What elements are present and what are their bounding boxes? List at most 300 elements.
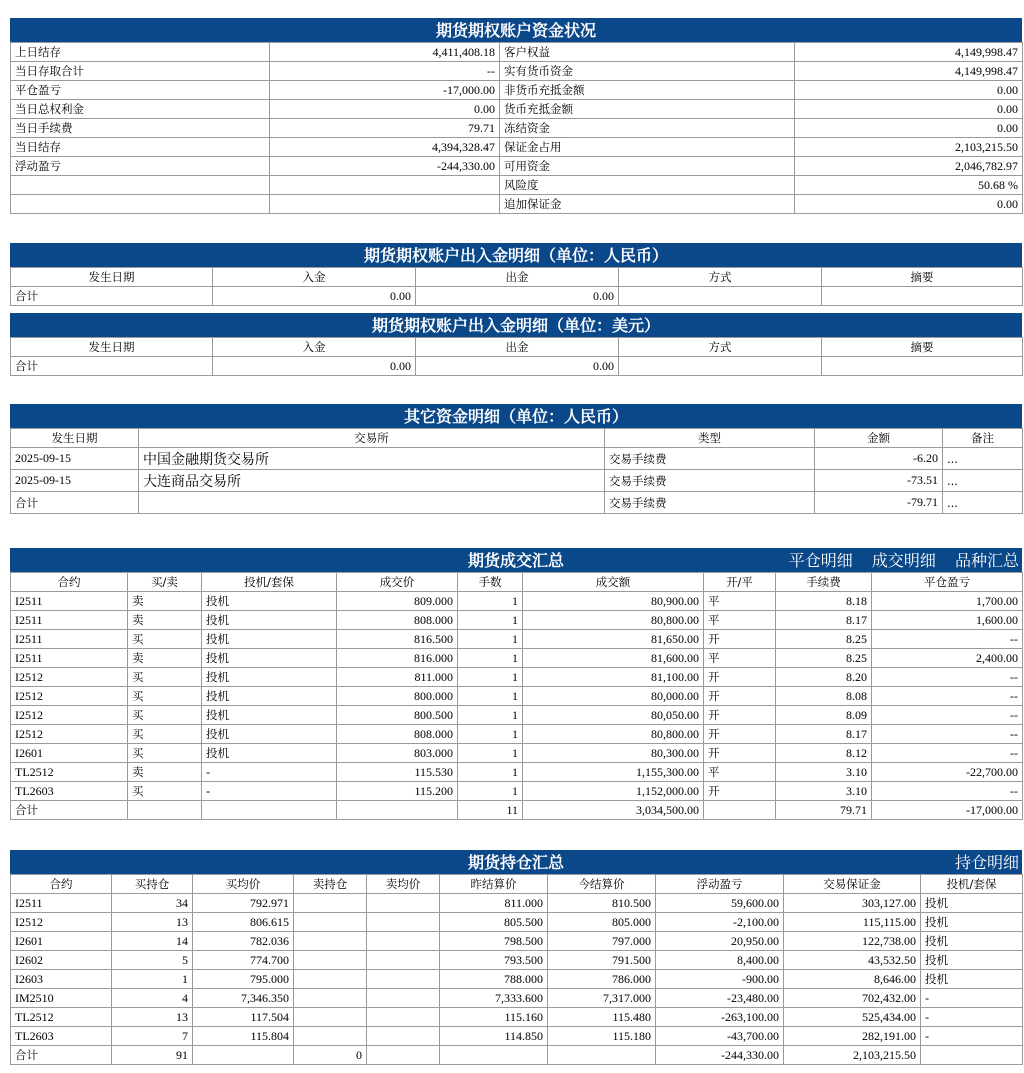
table-cell: I2511 xyxy=(11,592,128,611)
col-header: 方式 xyxy=(619,338,822,357)
table-cell: 1 xyxy=(458,782,523,801)
total-out: 0.00 xyxy=(416,357,619,376)
col-header: 类型 xyxy=(605,429,815,448)
table-cell: -- xyxy=(872,668,1023,687)
table-cell: 13 xyxy=(112,1008,193,1027)
col-header: 手数 xyxy=(458,573,523,592)
link-close-detail[interactable]: 平仓明细 xyxy=(788,551,853,570)
table-cell: 811.000 xyxy=(337,668,458,687)
table-cell: I2512 xyxy=(11,687,128,706)
table-cell: 卖 xyxy=(128,649,202,668)
trades-table xyxy=(10,572,1023,820)
positions-title: 期货持仓汇总 xyxy=(467,853,564,872)
table-cell: 797.000 xyxy=(548,932,656,951)
table-cell: 7 xyxy=(112,1027,193,1046)
row-label: 追加保证金 xyxy=(500,195,795,214)
table-cell: I2511 xyxy=(11,630,128,649)
table-cell: I2511 xyxy=(11,611,128,630)
row-value: 4,394,328.47 xyxy=(270,138,500,157)
row-label: 风险度 xyxy=(500,176,795,195)
col-header: 今结算价 xyxy=(548,875,656,894)
table-row xyxy=(11,176,1023,195)
total-cell: 合计 xyxy=(11,1046,112,1065)
col-header: 合约 xyxy=(11,875,112,894)
table-cell: 投机 xyxy=(202,725,337,744)
table-cell: -22,700.00 xyxy=(872,763,1023,782)
table-cell xyxy=(294,1008,367,1027)
table-cell: 平 xyxy=(704,592,776,611)
table-cell: 1 xyxy=(458,611,523,630)
table-cell: 平 xyxy=(704,611,776,630)
table-cell: 8,400.00 xyxy=(656,951,784,970)
total-cell xyxy=(202,801,337,820)
table-cell: 投机 xyxy=(202,744,337,763)
total-cell xyxy=(128,801,202,820)
link-trade-detail[interactable]: 成交明细 xyxy=(871,551,936,570)
row-value: 50.68 % xyxy=(795,176,1023,195)
cash-usd-section xyxy=(10,313,1022,376)
col-header: 摘要 xyxy=(822,268,1023,287)
cell-note: ... xyxy=(943,448,1023,470)
fund-status-title: 期货期权账户资金状况 xyxy=(435,21,596,40)
table-cell: 卖 xyxy=(128,763,202,782)
total-row xyxy=(11,1046,1023,1065)
total-note: ... xyxy=(943,492,1023,514)
table-row xyxy=(11,1008,1023,1027)
total-method xyxy=(619,357,822,376)
table-row xyxy=(11,951,1023,970)
table-cell: I2511 xyxy=(11,894,112,913)
cell-amount: -6.20 xyxy=(815,448,943,470)
total-exchange xyxy=(139,492,605,514)
row-value: -244,330.00 xyxy=(270,157,500,176)
total-row xyxy=(11,492,1023,514)
table-row xyxy=(11,100,1023,119)
row-label: 保证金占用 xyxy=(500,138,795,157)
table-cell: 平 xyxy=(704,649,776,668)
table-row xyxy=(11,195,1023,214)
table-cell: 卖 xyxy=(128,592,202,611)
table-cell: 525,434.00 xyxy=(784,1008,921,1027)
table-cell: 80,900.00 xyxy=(523,592,704,611)
total-method xyxy=(619,287,822,306)
total-label: 合计 xyxy=(11,492,139,514)
cash-rmb-table xyxy=(10,267,1023,306)
col-header: 成交额 xyxy=(523,573,704,592)
col-header: 手续费 xyxy=(776,573,872,592)
table-cell: -2,100.00 xyxy=(656,913,784,932)
row-value: -- xyxy=(270,62,500,81)
table-cell: 800.500 xyxy=(337,706,458,725)
table-cell: 803.000 xyxy=(337,744,458,763)
cash-usd-header xyxy=(10,313,1022,337)
positions-header xyxy=(10,850,1022,874)
total-out: 0.00 xyxy=(416,287,619,306)
positions-section xyxy=(10,850,1022,1065)
table-cell: 702,432.00 xyxy=(784,989,921,1008)
table-cell: -- xyxy=(872,706,1023,725)
col-header: 成交价 xyxy=(337,573,458,592)
total-in: 0.00 xyxy=(213,357,416,376)
table-cell: 810.500 xyxy=(548,894,656,913)
table-cell: - xyxy=(202,782,337,801)
table-cell xyxy=(294,894,367,913)
table-cell: 1,152,000.00 xyxy=(523,782,704,801)
table-cell: 买 xyxy=(128,706,202,725)
table-cell: 782.036 xyxy=(193,932,294,951)
table-header-row xyxy=(11,429,1023,448)
total-cell xyxy=(440,1046,548,1065)
table-cell: 投机 xyxy=(921,951,1023,970)
total-type: 交易手续费 xyxy=(605,492,815,514)
row-label: 浮动盈亏 xyxy=(11,157,270,176)
row-label: 可用资金 xyxy=(500,157,795,176)
row-label: 当日结存 xyxy=(11,138,270,157)
col-header: 发生日期 xyxy=(11,338,213,357)
table-cell: 投机 xyxy=(202,668,337,687)
table-cell: 4 xyxy=(112,989,193,1008)
table-cell: -23,480.00 xyxy=(656,989,784,1008)
table-cell: 786.000 xyxy=(548,970,656,989)
total-cell: 3,034,500.00 xyxy=(523,801,704,820)
table-cell: 8.08 xyxy=(776,687,872,706)
table-cell: 80,800.00 xyxy=(523,611,704,630)
fund-status-table xyxy=(10,42,1023,214)
col-header: 出金 xyxy=(416,338,619,357)
col-header: 交易保证金 xyxy=(784,875,921,894)
col-header: 备注 xyxy=(943,429,1023,448)
table-cell: 792.971 xyxy=(193,894,294,913)
row-value: 0.00 xyxy=(795,195,1023,214)
total-cell: 2,103,215.50 xyxy=(784,1046,921,1065)
table-cell: 5 xyxy=(112,951,193,970)
table-cell: -- xyxy=(872,782,1023,801)
table-cell xyxy=(367,1027,440,1046)
table-cell: 115.160 xyxy=(440,1008,548,1027)
row-value: 4,149,998.47 xyxy=(795,62,1023,81)
table-cell: 14 xyxy=(112,932,193,951)
col-header: 入金 xyxy=(213,338,416,357)
table-cell: 投机 xyxy=(202,611,337,630)
table-cell: 805.000 xyxy=(548,913,656,932)
fund-status-header xyxy=(10,18,1022,42)
table-cell: 投机 xyxy=(202,687,337,706)
table-cell: - xyxy=(921,1027,1023,1046)
table-cell: 809.000 xyxy=(337,592,458,611)
row-value: 0.00 xyxy=(795,100,1023,119)
table-cell xyxy=(294,951,367,970)
row-label: 当日总权利金 xyxy=(11,100,270,119)
table-cell: I2512 xyxy=(11,706,128,725)
table-cell: 投机 xyxy=(921,913,1023,932)
row-value: 79.71 xyxy=(270,119,500,138)
table-row xyxy=(11,913,1023,932)
table-cell: 791.500 xyxy=(548,951,656,970)
table-cell: 1 xyxy=(458,668,523,687)
total-in: 0.00 xyxy=(213,287,416,306)
table-cell: 投机 xyxy=(921,894,1023,913)
table-cell: 开 xyxy=(704,668,776,687)
trades-title: 期货成交汇总 xyxy=(467,551,564,570)
total-cell xyxy=(367,1046,440,1065)
table-cell: 808.000 xyxy=(337,725,458,744)
table-cell: -43,700.00 xyxy=(656,1027,784,1046)
col-header: 入金 xyxy=(213,268,416,287)
cell-amount: -73.51 xyxy=(815,470,943,492)
table-cell: 798.500 xyxy=(440,932,548,951)
table-cell: I2512 xyxy=(11,913,112,932)
col-header: 投机/套保 xyxy=(921,875,1023,894)
table-cell: 投机 xyxy=(202,630,337,649)
col-header: 摘要 xyxy=(822,338,1023,357)
table-cell: 8.25 xyxy=(776,630,872,649)
table-cell: 8.17 xyxy=(776,611,872,630)
table-header-row xyxy=(11,875,1023,894)
row-label: 非货币充抵金额 xyxy=(500,81,795,100)
table-cell: 8.09 xyxy=(776,706,872,725)
row-label xyxy=(11,195,270,214)
table-cell xyxy=(367,951,440,970)
table-cell: 投机 xyxy=(202,706,337,725)
table-cell: 115.200 xyxy=(337,782,458,801)
table-cell: - xyxy=(921,989,1023,1008)
table-cell: 1 xyxy=(458,592,523,611)
row-label: 上日结存 xyxy=(11,43,270,62)
table-cell: 115.530 xyxy=(337,763,458,782)
table-cell: 795.000 xyxy=(193,970,294,989)
table-cell: 买 xyxy=(128,782,202,801)
table-row xyxy=(11,649,1023,668)
cell-exchange: 大连商品交易所 xyxy=(139,470,605,492)
table-cell: 1 xyxy=(458,630,523,649)
table-row xyxy=(11,744,1023,763)
table-header-row xyxy=(11,338,1023,357)
table-cell: -900.00 xyxy=(656,970,784,989)
row-label xyxy=(11,176,270,195)
table-row xyxy=(11,763,1023,782)
table-cell: 投机 xyxy=(921,932,1023,951)
table-cell: - xyxy=(921,1008,1023,1027)
fund-status-section xyxy=(10,18,1022,214)
table-cell: TL2603 xyxy=(11,1027,112,1046)
table-cell: -- xyxy=(872,630,1023,649)
table-row xyxy=(11,157,1023,176)
table-cell: 1 xyxy=(458,763,523,782)
positions-table xyxy=(10,874,1023,1065)
link-position-detail[interactable]: 持仓明细 xyxy=(954,853,1019,872)
row-value xyxy=(270,195,500,214)
link-product-summary[interactable]: 品种汇总 xyxy=(954,551,1019,570)
cell-date: 2025-09-15 xyxy=(11,448,139,470)
col-header: 买持仓 xyxy=(112,875,193,894)
total-amount: -79.71 xyxy=(815,492,943,514)
table-cell xyxy=(367,932,440,951)
cash-rmb-section xyxy=(10,243,1022,306)
table-cell: 3.10 xyxy=(776,763,872,782)
table-cell: 7,317.000 xyxy=(548,989,656,1008)
table-cell: 买 xyxy=(128,687,202,706)
table-cell: I2512 xyxy=(11,725,128,744)
table-cell: 80,050.00 xyxy=(523,706,704,725)
total-summary xyxy=(822,287,1023,306)
table-cell: 1 xyxy=(458,649,523,668)
table-row xyxy=(11,1027,1023,1046)
table-cell: 115.180 xyxy=(548,1027,656,1046)
cash-usd-table xyxy=(10,337,1023,376)
table-row xyxy=(11,725,1023,744)
table-cell: 282,191.00 xyxy=(784,1027,921,1046)
row-label: 货币充抵金额 xyxy=(500,100,795,119)
cell-type: 交易手续费 xyxy=(605,448,815,470)
table-cell: 1 xyxy=(458,725,523,744)
row-value: 2,103,215.50 xyxy=(795,138,1023,157)
table-cell: 1,700.00 xyxy=(872,592,1023,611)
total-cell xyxy=(337,801,458,820)
table-cell: TL2512 xyxy=(11,763,128,782)
table-cell: 816.000 xyxy=(337,649,458,668)
table-cell: 1,600.00 xyxy=(872,611,1023,630)
table-row xyxy=(11,611,1023,630)
table-cell: 8.25 xyxy=(776,649,872,668)
table-cell: 805.500 xyxy=(440,913,548,932)
total-cell: 11 xyxy=(458,801,523,820)
table-cell: 投机 xyxy=(202,649,337,668)
trades-header xyxy=(10,548,1022,572)
table-cell: 115.804 xyxy=(193,1027,294,1046)
total-cell: 79.71 xyxy=(776,801,872,820)
table-cell: 13 xyxy=(112,913,193,932)
table-cell: 800.000 xyxy=(337,687,458,706)
cell-note: ... xyxy=(943,470,1023,492)
row-value: 4,411,408.18 xyxy=(270,43,500,62)
total-cell: -17,000.00 xyxy=(872,801,1023,820)
table-cell: 8.17 xyxy=(776,725,872,744)
table-cell: - xyxy=(202,763,337,782)
table-cell: 816.500 xyxy=(337,630,458,649)
table-cell: 81,100.00 xyxy=(523,668,704,687)
row-label: 当日存取合计 xyxy=(11,62,270,81)
total-cell xyxy=(193,1046,294,1065)
table-row xyxy=(11,448,1023,470)
table-cell: 793.500 xyxy=(440,951,548,970)
table-cell: 1 xyxy=(458,687,523,706)
table-cell: 34 xyxy=(112,894,193,913)
other-funds-header xyxy=(10,404,1022,428)
table-cell: 买 xyxy=(128,725,202,744)
table-cell: 2,400.00 xyxy=(872,649,1023,668)
col-header: 交易所 xyxy=(139,429,605,448)
table-cell: TL2603 xyxy=(11,782,128,801)
total-label: 合计 xyxy=(11,357,213,376)
table-cell: 1 xyxy=(112,970,193,989)
table-cell: 1 xyxy=(458,744,523,763)
table-header-row xyxy=(11,268,1023,287)
other-funds-section xyxy=(10,404,1022,514)
table-cell: 8.20 xyxy=(776,668,872,687)
cash-rmb-title: 期货期权账户出入金明细（单位：人民币） xyxy=(363,246,668,265)
table-cell: 8.18 xyxy=(776,592,872,611)
table-cell: 买 xyxy=(128,744,202,763)
table-cell: 774.700 xyxy=(193,951,294,970)
total-cell: -244,330.00 xyxy=(656,1046,784,1065)
table-cell xyxy=(294,989,367,1008)
table-cell xyxy=(367,989,440,1008)
total-cell: 合计 xyxy=(11,801,128,820)
col-header: 发生日期 xyxy=(11,429,139,448)
row-label: 平仓盈亏 xyxy=(11,81,270,100)
table-cell: 1 xyxy=(458,706,523,725)
table-cell: 买 xyxy=(128,668,202,687)
cash-rmb-header xyxy=(10,243,1022,267)
table-cell: IM2510 xyxy=(11,989,112,1008)
col-header: 开/平 xyxy=(704,573,776,592)
other-funds-title: 其它资金明细（单位：人民币） xyxy=(403,407,628,426)
table-cell xyxy=(294,932,367,951)
table-row xyxy=(11,81,1023,100)
col-header: 买均价 xyxy=(193,875,294,894)
table-cell: 115,115.00 xyxy=(784,913,921,932)
table-cell xyxy=(367,894,440,913)
table-row xyxy=(11,989,1023,1008)
table-cell: 开 xyxy=(704,725,776,744)
table-cell: I2512 xyxy=(11,668,128,687)
table-cell: TL2512 xyxy=(11,1008,112,1027)
table-cell: 114.850 xyxy=(440,1027,548,1046)
total-cell: 91 xyxy=(112,1046,193,1065)
table-cell: -- xyxy=(872,687,1023,706)
table-cell: 59,600.00 xyxy=(656,894,784,913)
table-cell: I2602 xyxy=(11,951,112,970)
table-row xyxy=(11,782,1023,801)
col-header: 卖均价 xyxy=(367,875,440,894)
row-value xyxy=(270,176,500,195)
row-label: 客户权益 xyxy=(500,43,795,62)
row-label: 冻结资金 xyxy=(500,119,795,138)
table-cell xyxy=(294,970,367,989)
table-cell: 买 xyxy=(128,630,202,649)
table-cell: 81,650.00 xyxy=(523,630,704,649)
row-value: -17,000.00 xyxy=(270,81,500,100)
table-cell: -- xyxy=(872,725,1023,744)
table-cell: I2603 xyxy=(11,970,112,989)
table-cell: 8,646.00 xyxy=(784,970,921,989)
table-row xyxy=(11,470,1023,492)
table-cell: I2601 xyxy=(11,932,112,951)
table-cell: 303,127.00 xyxy=(784,894,921,913)
table-cell: I2601 xyxy=(11,744,128,763)
total-cell xyxy=(548,1046,656,1065)
table-cell: 80,000.00 xyxy=(523,687,704,706)
row-value: 0.00 xyxy=(270,100,500,119)
table-cell: 811.000 xyxy=(440,894,548,913)
table-cell: 1,155,300.00 xyxy=(523,763,704,782)
table-cell xyxy=(367,970,440,989)
table-row xyxy=(11,668,1023,687)
col-header: 合约 xyxy=(11,573,128,592)
cell-type: 交易手续费 xyxy=(605,470,815,492)
total-row xyxy=(11,801,1023,820)
row-label: 当日手续费 xyxy=(11,119,270,138)
col-header: 发生日期 xyxy=(11,268,213,287)
table-cell: 806.615 xyxy=(193,913,294,932)
cell-date: 2025-09-15 xyxy=(11,470,139,492)
total-summary xyxy=(822,357,1023,376)
table-cell: 开 xyxy=(704,782,776,801)
col-header: 方式 xyxy=(619,268,822,287)
row-label: 实有货币资金 xyxy=(500,62,795,81)
table-header-row xyxy=(11,573,1023,592)
table-cell: 投机 xyxy=(921,970,1023,989)
